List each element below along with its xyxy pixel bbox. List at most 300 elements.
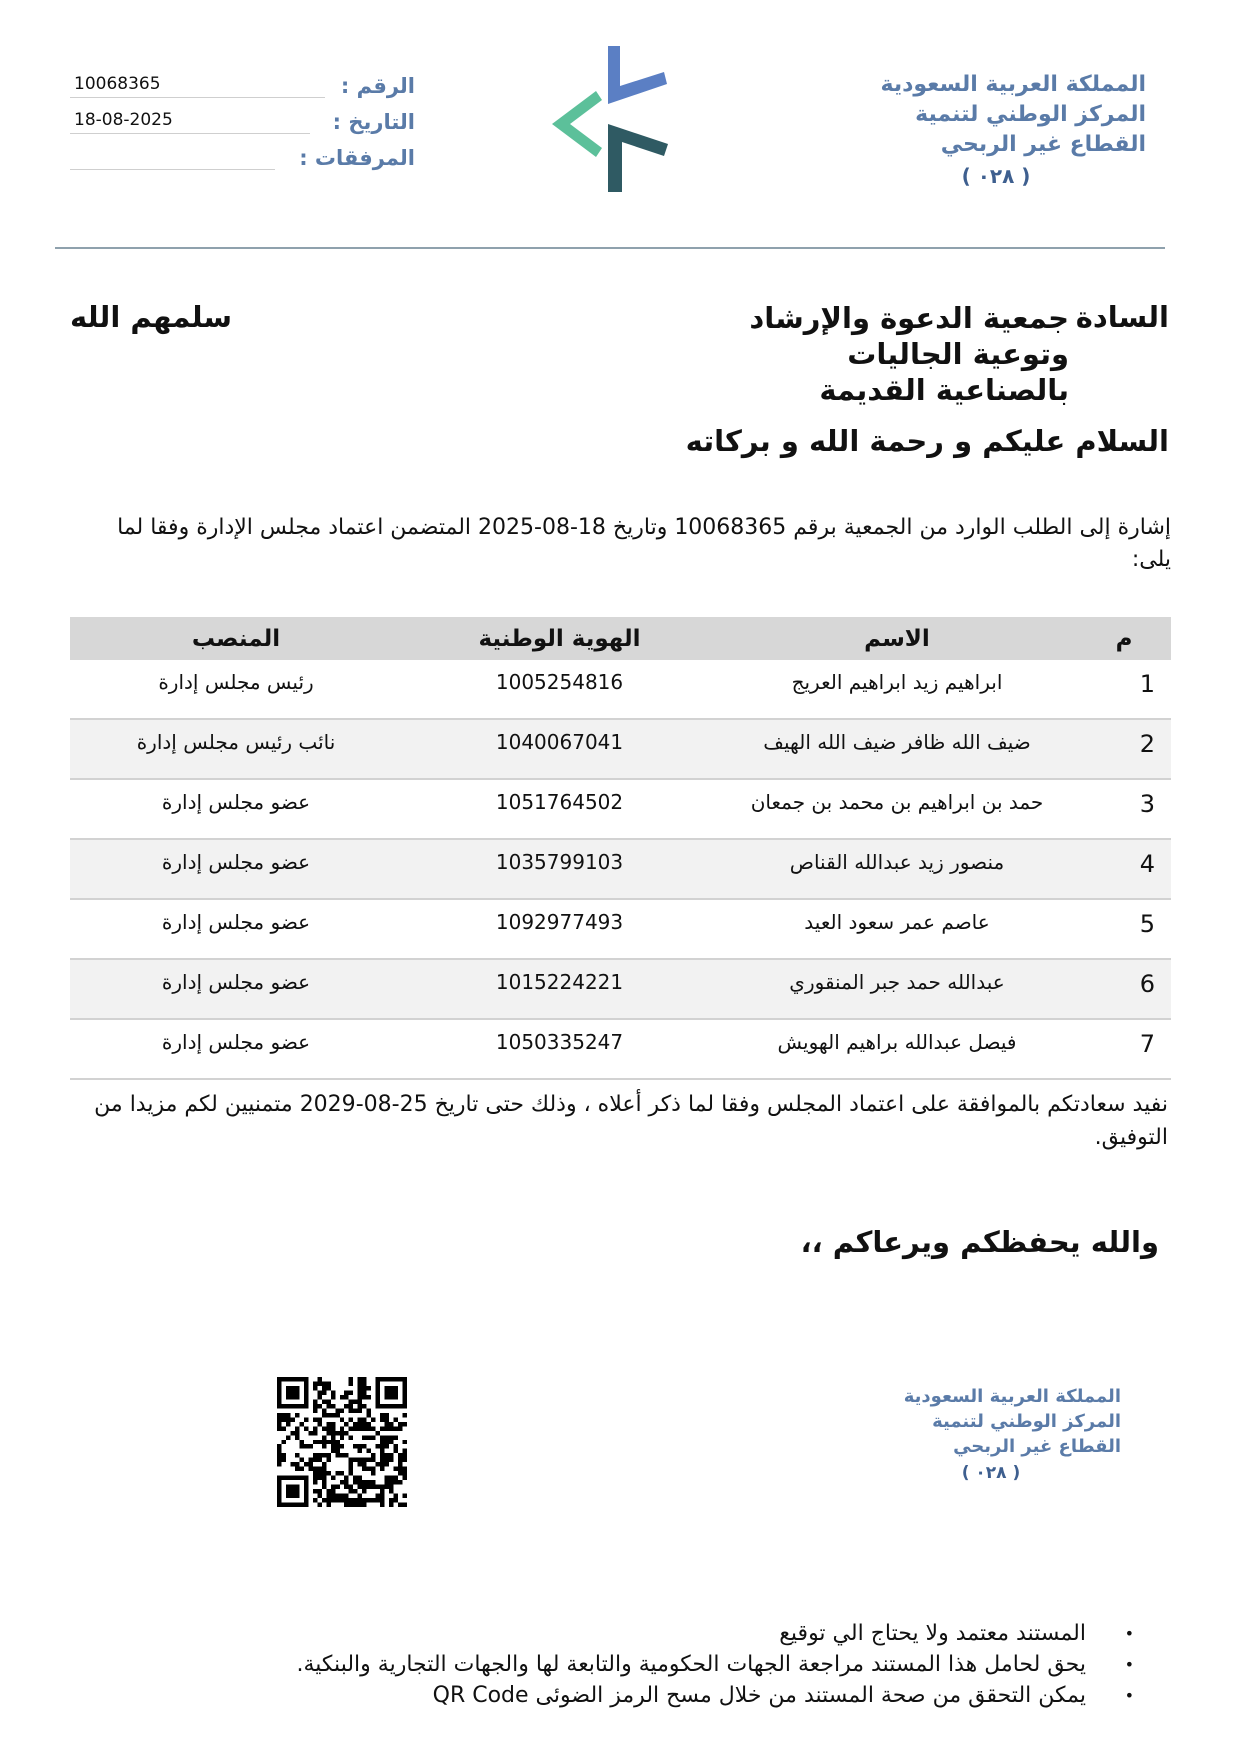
qr-module bbox=[340, 1494, 344, 1498]
qr-module bbox=[340, 1453, 344, 1457]
qr-module bbox=[385, 1444, 389, 1448]
qr-module bbox=[371, 1485, 375, 1489]
qr-module bbox=[286, 1413, 290, 1417]
qr-module bbox=[277, 1449, 281, 1453]
qr-module bbox=[362, 1395, 366, 1399]
qr-module bbox=[313, 1453, 317, 1457]
qr-module bbox=[322, 1399, 326, 1403]
qr-module bbox=[353, 1458, 357, 1462]
qr-module bbox=[380, 1462, 384, 1466]
qr-module bbox=[353, 1426, 357, 1430]
qr-module bbox=[322, 1467, 326, 1471]
qr-module bbox=[385, 1462, 389, 1466]
meta-number-value: 10068365 bbox=[74, 74, 161, 94]
qr-module bbox=[322, 1390, 326, 1394]
qr-module bbox=[340, 1431, 344, 1435]
row-name: عبدالله حمد جبر المنقوري bbox=[789, 970, 1005, 994]
qr-module bbox=[367, 1467, 371, 1471]
list-item bbox=[86, 1618, 1134, 1649]
qr-module bbox=[371, 1417, 375, 1421]
qr-module bbox=[277, 1444, 281, 1448]
qr-module bbox=[322, 1498, 326, 1502]
footer-notes bbox=[86, 1618, 1134, 1711]
qr-module bbox=[322, 1408, 326, 1412]
qr-module bbox=[299, 1422, 303, 1426]
qr-module bbox=[353, 1444, 357, 1448]
qr-module bbox=[394, 1426, 398, 1430]
org-line-1: المملكة العربية السعودية bbox=[880, 72, 1146, 97]
qr-module bbox=[344, 1476, 348, 1480]
qr-module bbox=[376, 1431, 380, 1435]
qr-module bbox=[394, 1449, 398, 1453]
qr-module bbox=[380, 1503, 384, 1507]
note-text: المستند معتمد ولا يحتاج الي توقيع bbox=[779, 1621, 1086, 1646]
qr-module bbox=[380, 1413, 384, 1417]
qr-module bbox=[290, 1431, 294, 1435]
qr-module bbox=[317, 1458, 321, 1462]
qr-module bbox=[380, 1449, 384, 1453]
qr-module bbox=[389, 1435, 393, 1439]
qr-module bbox=[295, 1435, 299, 1439]
row-name: منصور زيد عبدالله القناص bbox=[789, 850, 1005, 874]
qr-module bbox=[281, 1413, 285, 1417]
qr-module bbox=[380, 1485, 384, 1489]
qr-module bbox=[349, 1435, 353, 1439]
closing-paragraph: نفيد سعادتكم بالموافقة على اعتماد المجلس وفقا لما ذكر أعلاه ، وذلك حتى تاريخ 25-08-2029 متمنيين لكم مزيدا من التوفيق. bbox=[94, 1092, 1168, 1150]
qr-module bbox=[295, 1426, 299, 1430]
qr-module bbox=[380, 1458, 384, 1462]
qr-module bbox=[344, 1431, 348, 1435]
qr-module bbox=[353, 1408, 357, 1412]
qr-module bbox=[326, 1426, 330, 1430]
qr-module bbox=[362, 1386, 366, 1390]
qr-module bbox=[295, 1453, 299, 1457]
meta-date-row bbox=[70, 106, 415, 142]
qr-module bbox=[277, 1413, 281, 1417]
qr-module bbox=[299, 1467, 303, 1471]
qr-module bbox=[398, 1458, 402, 1462]
qr-module bbox=[304, 1462, 308, 1466]
qr-module bbox=[317, 1390, 321, 1394]
qr-module bbox=[362, 1417, 366, 1421]
row-name: ابراهيم زيد ابراهيم العريج bbox=[791, 670, 1003, 694]
qr-module bbox=[385, 1453, 389, 1457]
qr-module bbox=[335, 1440, 339, 1444]
qr-module bbox=[331, 1422, 335, 1426]
qr-module bbox=[331, 1413, 335, 1417]
org-line-3: القطاع غير الربحي bbox=[940, 132, 1146, 157]
row-national-id: 1040067041 bbox=[495, 730, 624, 754]
qr-module bbox=[295, 1431, 299, 1435]
qr-module bbox=[286, 1417, 290, 1421]
qr-module bbox=[362, 1458, 366, 1462]
qr-module bbox=[376, 1444, 380, 1448]
qr-module bbox=[403, 1471, 407, 1475]
bullet-icon: • bbox=[1124, 1686, 1134, 1705]
list-item bbox=[86, 1680, 1134, 1711]
qr-module bbox=[344, 1485, 348, 1489]
qr-module bbox=[322, 1386, 326, 1390]
col-header-name: الاسم bbox=[717, 617, 1077, 660]
qr-module bbox=[326, 1431, 330, 1435]
qr-module bbox=[326, 1471, 330, 1475]
qr-module bbox=[358, 1404, 362, 1408]
qr-module bbox=[389, 1476, 393, 1480]
meta-attachments-label: المرفقات : bbox=[299, 146, 415, 170]
qr-module bbox=[340, 1471, 344, 1475]
qr-module bbox=[394, 1417, 398, 1421]
qr-module bbox=[358, 1485, 362, 1489]
qr-module bbox=[371, 1467, 375, 1471]
qr-module bbox=[326, 1386, 330, 1390]
qr-module bbox=[277, 1417, 281, 1421]
meta-number-label: الرقم : bbox=[340, 74, 415, 98]
qr-module bbox=[403, 1453, 407, 1457]
qr-module bbox=[317, 1377, 321, 1381]
qr-module bbox=[317, 1476, 321, 1480]
qr-module bbox=[344, 1422, 348, 1426]
row-number: 5 bbox=[1139, 910, 1155, 938]
qr-module bbox=[362, 1467, 366, 1471]
row-national-id: 1051764502 bbox=[495, 790, 624, 814]
qr-module bbox=[313, 1417, 317, 1421]
row-name: فيصل عبدالله براهيم الهويش bbox=[777, 1030, 1017, 1054]
qr-module bbox=[362, 1404, 366, 1408]
qr-module bbox=[389, 1453, 393, 1457]
qr-module bbox=[380, 1417, 384, 1421]
qr-module bbox=[331, 1494, 335, 1498]
row-national-id: 1035799103 bbox=[495, 850, 624, 874]
qr-module bbox=[277, 1458, 281, 1462]
qr-module bbox=[322, 1462, 326, 1466]
qr-module bbox=[389, 1458, 393, 1462]
qr-module bbox=[286, 1435, 290, 1439]
row-name: ضيف الله ظافر ضيف الله الهيف bbox=[763, 730, 1031, 754]
qr-module bbox=[317, 1494, 321, 1498]
row-national-id: 1005254816 bbox=[495, 670, 624, 694]
qr-module bbox=[322, 1480, 326, 1484]
qr-module bbox=[317, 1467, 321, 1471]
qr-module bbox=[358, 1395, 362, 1399]
qr-module bbox=[331, 1431, 335, 1435]
row-name: عاصم عمر سعود العيد bbox=[804, 910, 990, 934]
qr-module bbox=[403, 1476, 407, 1480]
qr-module bbox=[317, 1404, 321, 1408]
row-number: 4 bbox=[1139, 850, 1155, 878]
qr-module bbox=[295, 1413, 299, 1417]
qr-module bbox=[403, 1503, 407, 1507]
qr-module bbox=[281, 1426, 285, 1430]
row-number: 1 bbox=[1139, 670, 1155, 698]
table-row bbox=[70, 779, 1171, 839]
qr-module bbox=[335, 1453, 339, 1457]
qr-module bbox=[295, 1462, 299, 1466]
qr-module bbox=[331, 1485, 335, 1489]
row-national-id: 1015224221 bbox=[495, 970, 624, 994]
row-name: حمد بن ابراهيم بن محمد بن جمعان bbox=[750, 790, 1044, 814]
qr-module bbox=[313, 1498, 317, 1502]
qr-module bbox=[344, 1390, 348, 1394]
qr-module bbox=[335, 1413, 339, 1417]
note-text: يمكن التحقق من صحة المستند من خلال مسح الرمز الضوئى QR Code bbox=[432, 1683, 1086, 1708]
qr-module bbox=[317, 1471, 321, 1475]
qr-module bbox=[349, 1381, 353, 1385]
qr-module bbox=[358, 1503, 362, 1507]
qr-module bbox=[281, 1417, 285, 1421]
meta-attachments-row bbox=[70, 142, 415, 178]
qr-module bbox=[340, 1480, 344, 1484]
qr-module bbox=[349, 1498, 353, 1502]
qr-module bbox=[358, 1408, 362, 1412]
qr-module bbox=[322, 1440, 326, 1444]
row-number: 6 bbox=[1139, 970, 1155, 998]
qr-module bbox=[358, 1462, 362, 1466]
qr-module bbox=[295, 1467, 299, 1471]
row-position: عضو مجلس إدارة bbox=[161, 910, 311, 934]
row-position: نائب رئيس مجلس إدارة bbox=[136, 730, 336, 754]
row-position: عضو مجلس إدارة bbox=[161, 1030, 311, 1054]
qr-module bbox=[326, 1458, 330, 1462]
farewell: والله يحفظكم ويرعاكم ،، bbox=[800, 1225, 1159, 1259]
row-number: 7 bbox=[1139, 1030, 1155, 1058]
qr-module bbox=[358, 1377, 362, 1381]
org-line-2: المركز الوطني لتنمية bbox=[932, 1411, 1121, 1432]
qr-module bbox=[385, 1480, 389, 1484]
qr-module bbox=[331, 1395, 335, 1399]
qr-module bbox=[349, 1399, 353, 1403]
qr-module bbox=[335, 1471, 339, 1475]
qr-module bbox=[358, 1390, 362, 1394]
qr-module bbox=[349, 1485, 353, 1489]
qr-module bbox=[331, 1489, 335, 1493]
qr-module bbox=[299, 1444, 303, 1448]
qr-module bbox=[353, 1399, 357, 1403]
qr-module bbox=[385, 1476, 389, 1480]
qr-module bbox=[398, 1462, 402, 1466]
meta-underline bbox=[70, 169, 275, 170]
qr-module bbox=[286, 1422, 290, 1426]
qr-module bbox=[367, 1458, 371, 1462]
qr-module bbox=[326, 1489, 330, 1493]
col-header-position: المنصب bbox=[70, 617, 402, 660]
qr-module bbox=[398, 1471, 402, 1475]
org-code: ( ٠٢٨ ) bbox=[961, 164, 1031, 188]
qr-module bbox=[362, 1435, 366, 1439]
qr-module bbox=[367, 1386, 371, 1390]
qr-module bbox=[326, 1503, 330, 1507]
qr-module bbox=[358, 1426, 362, 1430]
qr-module bbox=[308, 1444, 312, 1448]
qr-module bbox=[403, 1494, 407, 1498]
qr-code-icon[interactable] bbox=[277, 1377, 407, 1507]
qr-module bbox=[349, 1458, 353, 1462]
qr-module bbox=[362, 1390, 366, 1394]
qr-module bbox=[299, 1440, 303, 1444]
qr-module bbox=[358, 1444, 362, 1448]
qr-module bbox=[313, 1386, 317, 1390]
qr-module bbox=[353, 1480, 357, 1484]
qr-module bbox=[326, 1440, 330, 1444]
qr-module bbox=[322, 1485, 326, 1489]
qr-module bbox=[349, 1404, 353, 1408]
qr-module bbox=[313, 1471, 317, 1475]
qr-module bbox=[326, 1422, 330, 1426]
qr-module bbox=[340, 1417, 344, 1421]
org-code: ( ٠٢٨ ) bbox=[961, 1463, 1021, 1483]
org-line-2: المركز الوطني لتنمية bbox=[915, 102, 1146, 127]
qr-module bbox=[394, 1476, 398, 1480]
center-logo-icon bbox=[550, 44, 675, 194]
qr-module bbox=[371, 1435, 375, 1439]
org-name-footer bbox=[861, 1384, 1121, 1485]
qr-module bbox=[331, 1390, 335, 1394]
greeting: السلام عليكم و رحمة الله و بركاته bbox=[685, 424, 1169, 458]
qr-module bbox=[322, 1444, 326, 1448]
qr-module bbox=[358, 1417, 362, 1421]
salutation: السادة bbox=[1075, 300, 1169, 334]
qr-module bbox=[304, 1417, 308, 1421]
org-line-1: المملكة العربية السعودية bbox=[903, 1386, 1121, 1407]
qr-module bbox=[326, 1494, 330, 1498]
qr-module bbox=[358, 1498, 362, 1502]
qr-module bbox=[394, 1467, 398, 1471]
reference-meta bbox=[70, 70, 415, 178]
qr-module bbox=[367, 1498, 371, 1502]
qr-module bbox=[367, 1422, 371, 1426]
intro-paragraph: إشارة إلى الطلب الوارد من الجمعية برقم 10068365 وتاريخ 18-08-2025 المتضمن اعتماد مجلس الإدارة وفقا لما يلى: bbox=[117, 515, 1171, 572]
qr-module bbox=[331, 1426, 335, 1430]
qr-module bbox=[394, 1435, 398, 1439]
qr-module bbox=[362, 1485, 366, 1489]
qr-module bbox=[281, 1440, 285, 1444]
qr-module bbox=[362, 1498, 366, 1502]
qr-module bbox=[349, 1467, 353, 1471]
qr-module bbox=[385, 1435, 389, 1439]
qr-module bbox=[385, 1458, 389, 1462]
qr-module bbox=[322, 1453, 326, 1457]
qr-module bbox=[335, 1449, 339, 1453]
qr-module bbox=[322, 1381, 326, 1385]
qr-module bbox=[331, 1444, 335, 1448]
col-header-national-id: الهوية الوطنية bbox=[402, 617, 717, 660]
qr-module bbox=[380, 1444, 384, 1448]
table-row bbox=[70, 839, 1171, 899]
qr-module bbox=[326, 1453, 330, 1457]
qr-module bbox=[353, 1489, 357, 1493]
qr-module bbox=[344, 1494, 348, 1498]
qr-module bbox=[317, 1440, 321, 1444]
org-name-header bbox=[846, 70, 1146, 190]
qr-module bbox=[322, 1476, 326, 1480]
qr-module bbox=[344, 1480, 348, 1484]
qr-module bbox=[308, 1431, 312, 1435]
qr-module bbox=[313, 1399, 317, 1403]
qr-module bbox=[362, 1462, 366, 1466]
qr-module bbox=[353, 1476, 357, 1480]
qr-module bbox=[398, 1422, 402, 1426]
qr-module bbox=[322, 1471, 326, 1475]
table-header-row bbox=[70, 617, 1171, 660]
qr-module bbox=[299, 1458, 303, 1462]
qr-module bbox=[403, 1413, 407, 1417]
table-row bbox=[70, 959, 1171, 1019]
qr-module bbox=[313, 1467, 317, 1471]
qr-module bbox=[371, 1426, 375, 1430]
qr-module bbox=[317, 1395, 321, 1399]
qr-module bbox=[385, 1422, 389, 1426]
qr-module bbox=[353, 1498, 357, 1502]
qr-module bbox=[353, 1503, 357, 1507]
qr-module bbox=[344, 1395, 348, 1399]
qr-module bbox=[340, 1408, 344, 1412]
qr-module bbox=[389, 1489, 393, 1493]
qr-module bbox=[367, 1413, 371, 1417]
row-position: عضو مجلس إدارة bbox=[161, 850, 311, 874]
qr-module bbox=[317, 1381, 321, 1385]
qr-module bbox=[362, 1444, 366, 1448]
qr-module bbox=[367, 1480, 371, 1484]
qr-module bbox=[344, 1453, 348, 1457]
meta-date-value: 18-08-2025 bbox=[74, 110, 173, 130]
qr-module bbox=[335, 1408, 339, 1412]
qr-module bbox=[304, 1444, 308, 1448]
qr-module bbox=[313, 1431, 317, 1435]
qr-module bbox=[403, 1422, 407, 1426]
qr-module bbox=[349, 1417, 353, 1421]
qr-module bbox=[394, 1498, 398, 1502]
qr-module bbox=[353, 1422, 357, 1426]
table-row bbox=[70, 899, 1171, 959]
qr-module bbox=[335, 1444, 339, 1448]
qr-module bbox=[281, 1453, 285, 1457]
qr-module bbox=[340, 1435, 344, 1439]
qr-module bbox=[385, 1413, 389, 1417]
qr-module bbox=[349, 1489, 353, 1493]
qr-module bbox=[349, 1471, 353, 1475]
qr-module bbox=[326, 1404, 330, 1408]
qr-module bbox=[376, 1485, 380, 1489]
qr-module bbox=[313, 1476, 317, 1480]
qr-module bbox=[344, 1503, 348, 1507]
bullet-icon: • bbox=[1124, 1655, 1134, 1674]
qr-module bbox=[290, 1417, 294, 1421]
qr-module bbox=[358, 1449, 362, 1453]
qr-module bbox=[367, 1449, 371, 1453]
qr-module bbox=[385, 1440, 389, 1444]
qr-module bbox=[389, 1498, 393, 1502]
qr-module bbox=[344, 1404, 348, 1408]
qr-module bbox=[308, 1462, 312, 1466]
qr-module bbox=[331, 1498, 335, 1502]
qr-module bbox=[322, 1435, 326, 1439]
qr-module bbox=[358, 1381, 362, 1385]
qr-module bbox=[367, 1435, 371, 1439]
table-row bbox=[70, 660, 1171, 719]
qr-module bbox=[376, 1494, 380, 1498]
qr-module bbox=[394, 1494, 398, 1498]
qr-module bbox=[362, 1489, 366, 1493]
qr-module bbox=[317, 1503, 321, 1507]
qr-module bbox=[335, 1485, 339, 1489]
table-row bbox=[70, 1019, 1171, 1079]
qr-module bbox=[380, 1498, 384, 1502]
qr-module bbox=[394, 1444, 398, 1448]
row-national-id: 1092977493 bbox=[495, 910, 624, 934]
row-national-id: 1050335247 bbox=[495, 1030, 624, 1054]
row-position: رئيس مجلس إدارة bbox=[158, 670, 314, 694]
qr-module bbox=[322, 1413, 326, 1417]
qr-module bbox=[398, 1467, 402, 1471]
